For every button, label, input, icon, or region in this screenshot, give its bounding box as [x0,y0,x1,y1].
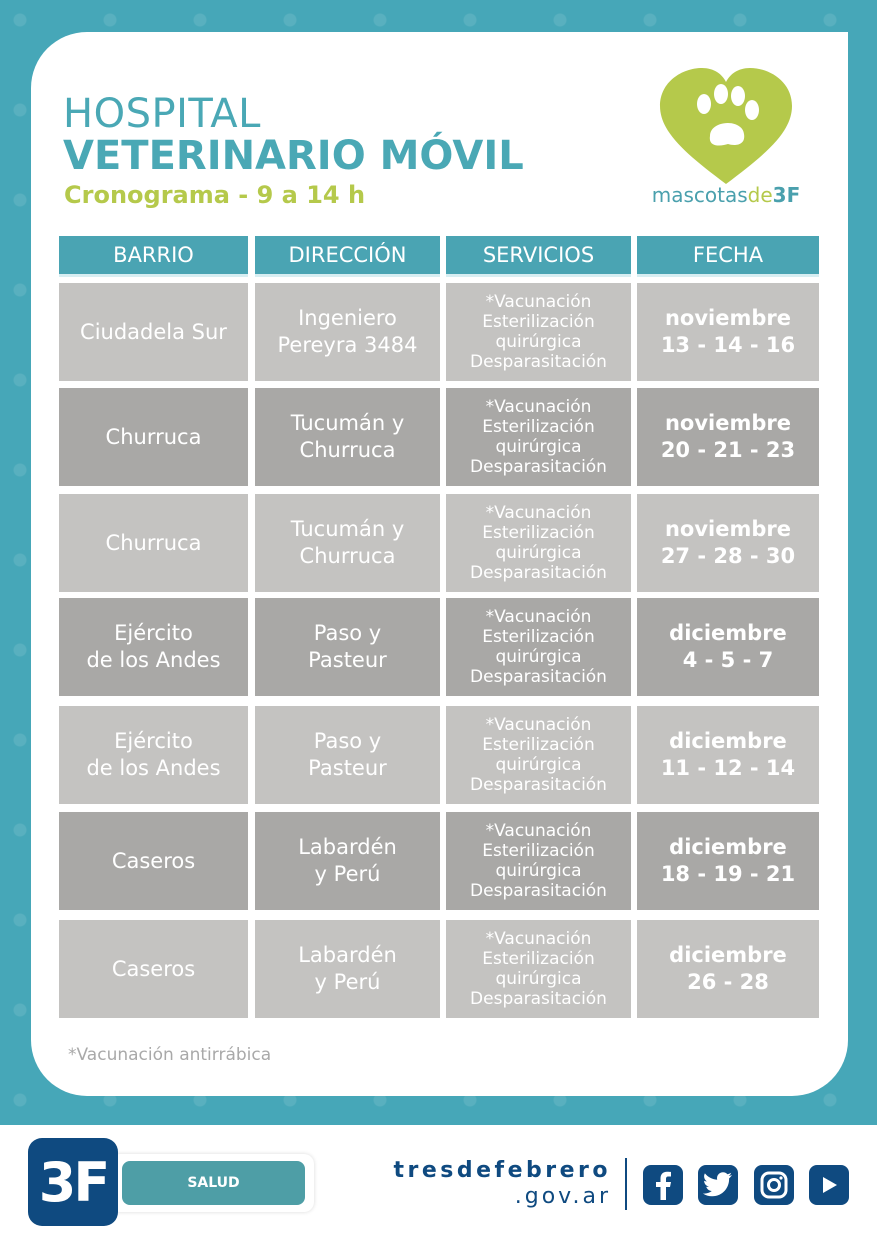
direccion-cell-line: Tucumán y [290,411,405,435]
servicios-cell-text [470,292,607,372]
servicios-cell-line: *Vacunación [485,397,592,417]
fecha-cell-line: noviembre [664,411,791,435]
column-header-servicios: SERVICIOS [446,236,631,277]
servicios-cell [446,920,631,1018]
fecha-cell-text [669,942,787,996]
servicios-cell-line: Esterilización [482,312,595,332]
servicios-cell-line: quirúrgica [495,969,582,989]
fecha-cell [637,388,819,486]
fecha-cell-line: diciembre [669,943,787,967]
servicios-cell-line: Esterilización [482,735,595,755]
barrio-cell-text [86,728,220,782]
servicios-cell [446,283,631,381]
barrio-cell [59,706,248,804]
servicios-cell-line: quirúrgica [495,543,582,563]
direccion-cell-text [298,942,397,996]
fecha-cell-line: 26 - 28 [687,970,769,994]
direccion-cell-text [298,834,397,888]
servicios-cell-text [470,715,607,795]
direccion-cell-line: Pasteur [308,756,387,780]
direccion-cell-text [291,516,405,570]
servicios-cell-line: quirúrgica [495,755,582,775]
fecha-cell-text [661,834,795,888]
direccion-cell-line: Churruca [299,438,396,462]
barrio-cell-line: de los Andes [86,756,221,780]
servicios-cell [446,812,631,910]
direccion-cell [255,388,440,486]
servicios-cell-line: Desparasitación [470,989,607,1009]
website-domain[interactable]: .gov.ar [514,1184,611,1209]
instagram-icon[interactable] [754,1165,794,1205]
servicios-cell [446,598,631,696]
servicios-cell-text [470,607,607,687]
barrio-cell-line: Ejército [114,729,193,753]
direccion-cell [255,812,440,910]
servicios-cell-text [470,821,607,901]
barrio-cell-line: de los Andes [86,648,221,672]
vaccination-footnote: *Vacunación antirrábica [68,1045,272,1065]
direccion-cell-text [308,620,387,674]
direccion-cell-line: Labardén [298,835,397,859]
servicios-cell-line: Esterilización [482,627,595,647]
barrio-cell-line: Churruca [105,424,202,449]
direccion-cell-text [291,410,405,464]
direccion-cell [255,283,440,381]
fecha-cell-line: 11 - 12 - 14 [660,756,796,780]
direccion-cell [255,706,440,804]
footer-divider [625,1158,627,1210]
column-header-fecha: FECHA [637,236,819,277]
page-title-line1: HOSPITAL [63,91,261,137]
fecha-cell [637,283,819,381]
servicios-cell-line: Esterilización [482,841,595,861]
fecha-cell-line: diciembre [669,729,787,753]
facebook-glyph [652,1170,674,1200]
barrio-cell-line: Ejército [114,621,193,645]
column-header-direccion: DIRECCIÓN [255,236,440,277]
direccion-cell [255,598,440,696]
fecha-cell-line: diciembre [669,621,787,645]
servicios-cell-line: Esterilización [482,417,595,437]
servicios-cell-line: quirúrgica [495,647,582,667]
direccion-cell-line: y Perú [314,970,381,994]
fecha-cell-text [661,305,795,359]
servicios-cell-line: Desparasitación [470,352,607,372]
fecha-cell-line: 27 - 28 - 30 [660,544,796,568]
facebook-icon[interactable] [643,1165,683,1205]
instagram-glyph [760,1171,788,1199]
fecha-cell-line: noviembre [664,306,791,330]
servicios-cell-line: *Vacunación [485,821,592,841]
barrio-cell-line: Caseros [111,848,196,873]
fecha-cell-line: 13 - 14 - 16 [660,333,796,357]
fecha-cell-text [661,728,795,782]
servicios-cell-line: Desparasitación [470,667,607,687]
barrio-cell-text [112,848,195,875]
servicios-cell-line: Desparasitación [470,457,607,477]
servicios-cell-line: Desparasitación [470,881,607,901]
servicios-cell-line: *Vacunación [485,503,592,523]
servicios-cell [446,494,631,592]
servicios-cell-line: quirúrgica [495,861,582,881]
servicios-cell-text [470,929,607,1009]
direccion-cell-line: Ingeniero [298,306,397,330]
servicios-cell-line: quirúrgica [495,437,582,457]
barrio-cell [59,920,248,1018]
direccion-cell-line: Labardén [298,943,397,967]
barrio-cell-text [86,620,220,674]
3f-badge-logo: 3F [28,1138,118,1226]
fecha-cell [637,706,819,804]
direccion-cell-line: Churruca [299,544,396,568]
direccion-cell-text [278,305,418,359]
website-name[interactable]: tresdefebrero [393,1158,611,1183]
direccion-cell-line: Pereyra 3484 [277,333,418,357]
servicios-cell-text [470,397,607,477]
fecha-cell-text [669,620,787,674]
fecha-cell-line: 20 - 21 - 23 [660,438,796,462]
barrio-cell [59,283,248,381]
salud-button[interactable]: SALUD [122,1161,305,1205]
fecha-cell [637,812,819,910]
servicios-cell-line: Desparasitación [470,775,607,795]
barrio-cell-text [112,956,195,983]
barrio-cell [59,494,248,592]
fecha-cell-line: 18 - 19 - 21 [660,862,796,886]
fecha-cell [637,920,819,1018]
twitter-glyph [703,1172,733,1198]
column-header-barrio: BARRIO [59,236,248,277]
barrio-cell-text [106,424,202,451]
barrio-cell-line: Ciudadela Sur [80,319,227,344]
direccion-cell [255,920,440,1018]
fecha-cell [637,494,819,592]
direccion-cell-line: Paso y [313,729,382,753]
servicios-cell-line: *Vacunación [485,929,592,949]
barrio-cell-text [80,319,227,346]
direccion-cell-line: Tucumán y [290,517,405,541]
servicios-cell-line: Esterilización [482,949,595,969]
fecha-cell-text [661,516,795,570]
direccion-cell-line: y Perú [314,862,381,886]
barrio-cell-line: Churruca [105,530,202,555]
fecha-cell-line: diciembre [669,835,787,859]
servicios-cell-line: *Vacunación [485,292,592,312]
servicios-cell-line: Desparasitación [470,563,607,583]
barrio-cell [59,598,248,696]
servicios-cell [446,388,631,486]
barrio-cell [59,388,248,486]
youtube-icon[interactable] [809,1165,849,1205]
page-title-line2: VETERINARIO MÓVIL [63,133,524,179]
barrio-cell-line: Caseros [111,956,196,981]
direccion-cell [255,494,440,592]
barrio-cell [59,812,248,910]
fecha-cell [637,598,819,696]
servicios-cell-text [470,503,607,583]
schedule-subtitle: Cronograma - 9 a 14 h [64,181,366,209]
fecha-cell-line: 4 - 5 - 7 [682,648,774,672]
direccion-cell-line: Pasteur [308,648,387,672]
barrio-cell-text [106,530,202,557]
direccion-cell-text [308,728,387,782]
servicios-cell-line: *Vacunación [485,715,592,735]
youtube-play-glyph [819,1175,839,1195]
servicios-cell [446,706,631,804]
servicios-cell-line: quirúrgica [495,332,582,352]
mascotas-de-3f-logo-text: mascotasde3F [651,183,801,207]
servicios-cell-line: *Vacunación [485,607,592,627]
servicios-cell-line: Esterilización [482,523,595,543]
direccion-cell-line: Paso y [313,621,382,645]
fecha-cell-line: noviembre [664,517,791,541]
fecha-cell-text [661,410,795,464]
twitter-icon[interactable] [698,1165,738,1205]
